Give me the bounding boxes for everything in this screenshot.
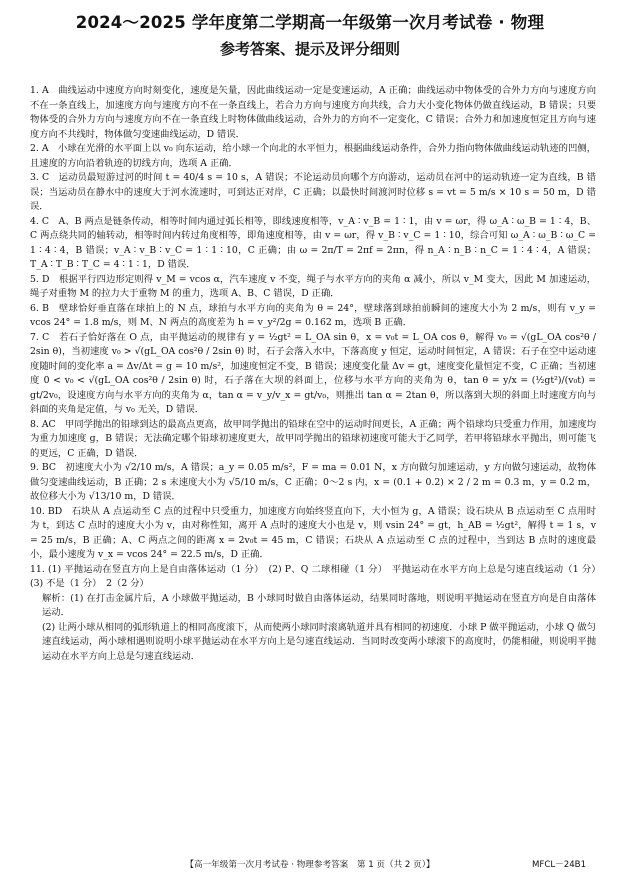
- page-title: 2024～2025 学年度第二学期高一年级第一次月考试卷 · 物理: [75, 13, 545, 32]
- answer-item-11: 11. (1) 平抛运动在竖直方向上是自由落体运动（1 分） (2) P、Q 二球相碰（1 分） 平抛运动在水平方向上总是匀速直线运动（1 分） (3) 不是（1 分） 2（2 分）: [30, 563, 606, 589]
- footer-code: MFCL－24B1: [532, 860, 587, 870]
- answer-item-10: 10. BD 石块从 A 点运动至 C 点的过程中只受重力，加速度方向始终竖直向下，大小恒为 g，A 错误；设石块从 B 点运动至 C 点用时为 t，到达 C 点时的速度大小为 v，由对称性知，离开 A 点时的速度大小也是 v，则 vsin 24° = gt，h_AB = ½gt²，解得 t = 1 s，v = 25 m/s，B 正确；A、C 两点之间的距离 x = 2v₀t = 45 m，C 错误；石块从 A 点运动至 C 点的过程中，当到达 B 点时的速度最小，最小速度为 v_x = vcos 24° = 22.5 m/s，D 正确．: [30, 505, 596, 560]
- answer-item-2: 2. A 小球在光滑的水平面上以 v₀ 向东运动，给小球一个向北的水平恒力，根据曲线运动条件，合外力指向物体做曲线运动轨迹的凹侧，且速度的方向沿着轨迹的切线方向，选项 A 正确．: [30, 143, 596, 169]
- answer-item-8: 8. AC 甲同学抛出的铅球到达的最高点更高，故甲同学抛出的铅球在空中的运动时间更长，A 正确；两个铅球均只受重力作用，加速度均为重力加速度 g，B 错误；无法确定哪个铅球初速度更大，故甲同学抛出的铅球初速度可能大于乙同学，若甲将铅球水平抛出，则可能飞的更远，C 正确，D 错误．: [30, 418, 596, 459]
- answer-item-9: 9. BC 初速度大小为 √2/10 m/s，A 错误；a_y = 0.05 m/s²，F = ma = 0.01 N，x 方向做匀加速运动，y 方向做匀速运动，故物体做匀变速曲线运动，B 正确；2 s 末速度大小为 √5/10 m/s，C 正确；0～2 s 内，x = (0.1 + 0.2) × 2 / 2 m = 0.3 m，y = 0.2 m，故位移大小为 √13/10 m，D 错误．: [30, 462, 596, 502]
- answer-item-3: 3. C 运动员最短游过河的时间 t = 40/4 s = 10 s，A 错误；不论运动员向哪个方向游动，运动员在河中的运动轨迹一定为直线，B 错误；当运动员在静水中的速度大于河水流速时，可到达正对岸，C 正确；以最快时间渡河时位移 s = vt = 5 m/s × 10 s = 50 m，D 错误．: [30, 172, 596, 212]
- answer-item-5: 5. D 根据平行四边形定则得 v_M = vcos α，汽车速度 v 不变，绳子与水平方向的夹角 α 减小，所以 v_M 变大，因此 M 加速运动，绳子对重物 M 的拉力大于重物 M 的重力，选项 A、B、C 错误，D 正确．: [30, 273, 596, 299]
- answer-item-4: 4. C A、B 两点是链条传动，相等时间内通过弧长相等，即线速度相等，v_A ∶ v_B = 1 ∶ 1，由 v = ωr，得 ω_A ∶ ω_B = 1 ∶ 4，B、C 两点绕共同的轴转动，相等时间内转过角度相等，即角速度相等，由 v = ωr，得 v_B ∶ v_C = 1 ∶ 10，综合可知 ω_A ∶ ω_B ∶ ω_C = 1 ∶ 4 ∶ 4，B 错误；v_A ∶ v_B ∶ v_C = 1 ∶ 1 ∶ 10，C 正确；由 ω = 2π/T = 2πf = 2πn，得 n_A ∶ n_B ∶ n_C = 1 ∶ 4 ∶ 4，A 错误；T_A ∶ T_B ∶ T_C = 4 ∶ 1 ∶ 1，D 错误．: [30, 215, 596, 270]
- answer-item-11-analysis-1: 解析：(1) 在打击金属片后，A 小球做平抛运动，B 小球同时做自由落体运动，结果同时落地，则说明平抛运动在竖直方向是自由落体运动．: [42, 592, 596, 618]
- answer-body: [30, 84, 606, 664]
- footer-page-info: 【高一年级第一次月考试卷 · 物理参考答案 第 1 页（共 2 页）】: [185, 860, 435, 870]
- answer-item-7: 7. C 若石子恰好落在 O 点，由平抛运动的规律有 y = ½gt² = L_OA sin θ，x = v₀t = L_OA cos θ，解得 v₀ = √(gL_OA cos²θ / 2sin θ)，当初速度 v₀ > √(gL_OA cos²θ / 2sin θ) 时，石子会落入水中，下落高度 y 恒定，运动时间恒定，A 错误；石子在空中运动速度随时间的变化率 a = Δv/Δt = g = 10 m/s²，加速度恒定不变，B 错误；速度变化量 Δv = gt，速度变化量恒定不变，C 正确；当初速度 0 < v₀ < √(gL_OA cos²θ / 2sin θ) 时，石子落在大坝的斜面上，位移与水平方向的夹角为 θ，tan θ = y/x = (½gt²)/(v₀t) = gt/2v₀，设速度方向与水平方向的夹角为 α，tan α = v_y/v_x = gt/v₀，则推出 tan α = 2tan θ，所以落到大坝的斜面上时速度方向与斜面的夹角是定值，与 v₀ 无关，D 错误．: [30, 331, 596, 415]
- answer-item-1: 1. A 曲线运动中速度方向时刻变化，速度是矢量，因此曲线运动一定是变速运动，A 正确；曲线运动中物体受的合外力方向与速度方向不在一条直线上，加速度方向与速度方向不在一条直线上，若合力方向与速度方向共线，合力大小变化物体仍做直线运动，B 错误；只要物体受的合外力方向与速度方向不在一条直线上时物体做曲线运动，合外力的方向不一定变化，C 错误；合外力和加速度恒定且方向与速度方向不共线时，物体做匀变速曲线运动，D 错误．: [30, 85, 596, 140]
- answer-item-11-analysis-2: (2) 让两小球从相同的弧形轨道上的相同高度滚下，从而使两小球同时滚离轨道并具有相同的初速度．小球 P 做平抛运动，小球 Q 做匀速直线运动，两小球相遇则说明小球平抛运动在水平方向上是匀速直线运动．当同时改变两小球滚下的高度时，仍能相碰，则说明平抛运动在水平方向上总是匀速直线运动．: [42, 621, 596, 662]
- page-subtitle: 参考答案、提示及评分细则: [219, 40, 400, 58]
- answer-item-6: 6. B 壁球恰好垂直落在球拍上的 N 点，球拍与水平方向的夹角为 θ = 24°，壁球落到球拍前瞬间的速度大小为 2 m/s，则有 v_y = vcos 24° = 1.8 m/s，则 M、N 两点的高度差为 h = v_y²/2g = 0.162 m，选项 B 正确．: [30, 302, 596, 328]
